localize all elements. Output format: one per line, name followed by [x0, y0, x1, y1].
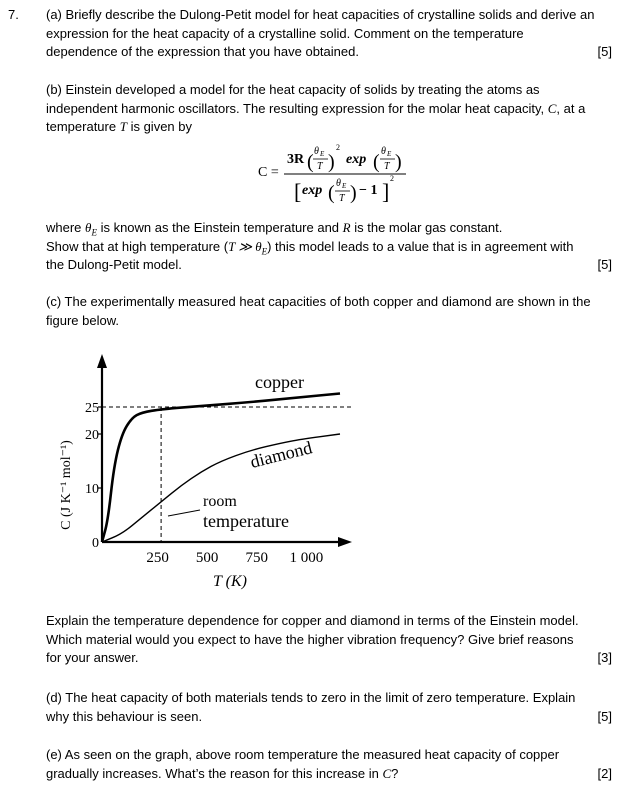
part-e-qmark: ? [391, 765, 399, 781]
part-a-line: expression for the heat capacity of a crystalline solid. Comment on the temperature [46, 25, 524, 41]
part-b-last-line: the Dulong-Petit model. [46, 257, 182, 272]
where-text-end: is the molar gas constant. [354, 220, 503, 235]
power-2: 2 [390, 174, 394, 183]
part-c-line [46, 649, 612, 668]
exp-word: exp [346, 152, 367, 167]
paren-close: ) [350, 182, 357, 204]
part-b-where-line [46, 219, 612, 238]
power-2: 2 [336, 143, 340, 152]
frac-theta-num: θ [314, 146, 319, 157]
paren-close: ) [395, 151, 402, 173]
y-tick-label: 0 [92, 536, 99, 551]
part-e-line-text: gradually increases. What’s the reason for this increase in [46, 765, 379, 781]
part-d-line-text: why this behaviour is seen. [46, 708, 203, 724]
frac-theta-num: θ [336, 178, 341, 189]
part-a [46, 6, 612, 62]
formula-coef: 3R [287, 152, 305, 167]
symbol-C: C [382, 765, 392, 781]
heat-capacity-chart [0, 340, 623, 600]
part-b-line [46, 256, 612, 275]
part-a-line [46, 43, 612, 62]
frac-T: T [339, 193, 345, 204]
part-b-line-text: independent harmonic oscillators. The resulting expression for the molar heat capacity, [46, 100, 545, 116]
frac-T: T [384, 161, 390, 172]
paren-close: ) [328, 151, 335, 173]
part-b-line-text: is given by [130, 119, 192, 134]
y-tick-label: 25 [85, 401, 99, 416]
y-tick-label: 10 [85, 482, 99, 497]
frac-sub-E: E [342, 182, 347, 190]
room-label: room [203, 493, 237, 510]
part-d-line [46, 708, 612, 727]
part-e-line [46, 765, 612, 784]
frac-sub-E: E [387, 150, 392, 158]
x-tick-label: 500 [195, 550, 219, 566]
part-c-line: Explain the temperature dependence for copper and diamond in terms of the Einstein model. [46, 613, 579, 628]
bracket-open: [ [294, 179, 302, 204]
part-b-after [46, 219, 612, 275]
show-line-end: ) this model leads to a value that is in agreement with [267, 238, 574, 254]
part-d [46, 689, 612, 726]
copper-label: copper [255, 372, 304, 392]
part-b-line [46, 100, 612, 119]
part-a-line: (a) Briefly describe the Dulong-Petit model for heat capacities of crystalline solids and derive an [46, 7, 595, 22]
marks-b: [5] [597, 257, 612, 272]
part-b-show-line [46, 238, 612, 257]
where-text: is known as the Einstein temperature and [100, 220, 340, 235]
part-c-line: Which material would you expect to have the higher vibration frequency? Give brief reasons [46, 631, 574, 647]
theta-E-symbol: $\theta_E$ [85, 220, 97, 238]
marks-a: [5] [597, 44, 612, 59]
part-c-line: (c) The experimentally measured heat capacities of both copper and diamond are shown in the [46, 294, 591, 309]
symbol-C: C [547, 100, 557, 116]
part-b-line: (b) Einstein developed a model for the heat capacity of solids by treating the atoms as [46, 82, 540, 97]
x-tick-label: 1 000 [289, 550, 324, 566]
temperature-label: temperature [203, 511, 289, 531]
x-axis-label: T (K) [213, 573, 247, 590]
formula-lhs: C = [258, 165, 279, 180]
frac-theta-num: θ [381, 146, 386, 157]
part-b [46, 81, 612, 137]
paren-open: ( [307, 151, 314, 173]
part-c [46, 293, 612, 330]
y-axis-label: C (J K⁻¹ mol⁻¹) [59, 440, 74, 530]
question-number: 7. [8, 7, 19, 22]
x-axis-arrow [338, 537, 352, 547]
show-line-start: Show that at high temperature ( [46, 238, 229, 254]
frac-T: T [317, 161, 323, 172]
paren-open: ( [328, 182, 335, 204]
room-temperature-pointer [168, 510, 200, 516]
part-c-line: figure below. [46, 312, 119, 328]
diamond-label: diamond [248, 437, 315, 472]
part-c-after [46, 612, 612, 668]
part-e [46, 746, 612, 783]
symbol-T: T [119, 119, 127, 134]
frac-sub-E: E [320, 150, 325, 158]
part-b-at-a: , at a [556, 100, 586, 116]
symbol-R: R [342, 220, 351, 235]
marks-e: [2] [597, 765, 612, 781]
marks-d: [5] [597, 708, 612, 724]
x-tick-label: 750 [245, 550, 268, 566]
part-d-line: (d) The heat capacity of both materials tends to zero in the limit of zero temperature. Explain [46, 690, 576, 705]
exp-word: exp [302, 183, 323, 198]
minus-one: − 1 [359, 183, 378, 198]
high-temp-relation: T ≫ $\theta_E$ [228, 238, 268, 257]
y-axis-arrow [97, 354, 107, 368]
part-c-line-text: for your answer. [46, 650, 139, 665]
part-e-line: (e) As seen on the graph, above room temperature the measured heat capacity of copper [46, 747, 560, 762]
part-b-temperature-word: temperature [46, 119, 117, 134]
marks-c: [3] [597, 650, 612, 665]
paren-open: ( [373, 151, 380, 173]
bracket-close: ] [382, 179, 390, 204]
part-a-line-text: dependence of the expression that you have obtained. [46, 44, 359, 59]
where-word: where [46, 220, 82, 235]
x-tick-label: 250 [146, 550, 169, 566]
y-tick-label: 20 [85, 428, 99, 443]
